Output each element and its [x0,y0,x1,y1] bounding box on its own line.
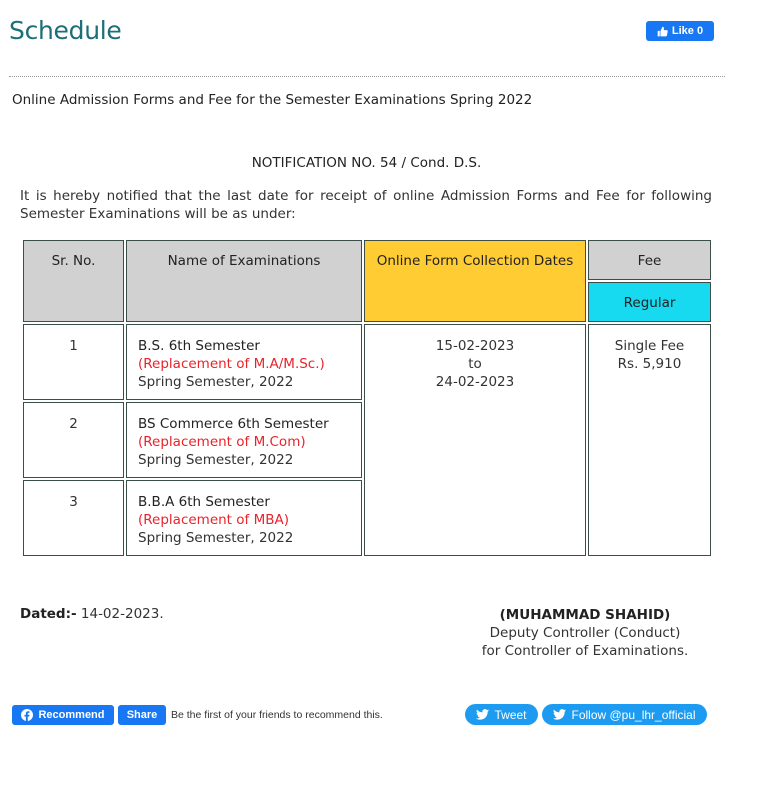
fee-amount: Rs. 5,910 [617,356,682,372]
fee-cell [588,324,711,556]
exam-name: B.B.A 6th Semester [138,494,270,510]
exam-replacement: (Replacement of MBA) [138,512,289,528]
fee-type: Single Fee [614,338,685,354]
facebook-recommend-button[interactable] [12,705,114,725]
exam-session: Spring Semester, 2022 [138,530,294,546]
table-row-3-sr: 3 [23,480,124,556]
tweet-label: Tweet [494,707,527,722]
facebook-share-button[interactable]: Share [118,705,166,725]
notice-paragraph: It is hereby notified that the last date for receipt of online Admission Forms and Fee for following Semester Examinations will be as under: [20,188,712,222]
table-row-3-exam [126,480,362,556]
table-row-2-exam [126,402,362,478]
exam-name: BS Commerce 6th Semester [138,416,329,432]
header-fee: Fee [588,240,711,280]
twitter-bird-icon [553,709,566,720]
twitter-follow-button[interactable] [542,704,707,725]
notification-number: NOTIFICATION NO. 54 / Cond. D.S. [251,155,482,171]
date-to: 24-02-2023 [435,374,515,390]
page-title: Schedule [9,16,122,45]
signatory-name: (MUHAMMAD SHAHID) [499,607,671,623]
header-collection-dates: Online Form Collection Dates [364,240,586,322]
page-subtitle: Online Admission Forms and Fee for the Semester Examinations Spring 2022 [12,92,533,108]
header-sr-no: Sr. No. [23,240,124,322]
header-fee-regular: Regular [588,282,711,322]
recommend-label: Recommend [38,709,105,721]
dated-value: 14-02-2023. [76,606,164,622]
follow-label: Follow @pu_lhr_official [571,707,696,722]
date-to-word: to [468,356,482,372]
like-label: Like 0 [671,25,704,37]
dated-label: Dated:- [20,606,77,622]
table-row-1-exam [126,324,362,400]
signatory-title: Deputy Controller (Conduct) [489,625,681,641]
facebook-icon [21,709,33,721]
exam-name: B.S. 6th Semester [138,338,260,354]
recommend-text: Be the first of your friends to recommend this. [171,709,383,721]
tweet-button[interactable] [465,704,538,725]
exam-session: Spring Semester, 2022 [138,374,294,390]
date-from: 15-02-2023 [435,338,515,354]
table-row-1-sr: 1 [23,324,124,400]
dated-line [20,606,164,622]
exam-session: Spring Semester, 2022 [138,452,294,468]
twitter-bird-icon [476,709,489,720]
facebook-like-button[interactable] [646,21,714,41]
header-exam-name: Name of Examinations [126,240,362,322]
exam-replacement: (Replacement of M.Com) [138,434,306,450]
collection-dates-cell [364,324,586,556]
signatory-for: for Controller of Examinations. [481,643,689,659]
table-row-2-sr: 2 [23,402,124,478]
exam-replacement: (Replacement of M.A/M.Sc.) [138,356,325,372]
thumbs-up-icon [657,26,668,37]
signature-block [470,606,700,660]
divider [9,76,725,77]
